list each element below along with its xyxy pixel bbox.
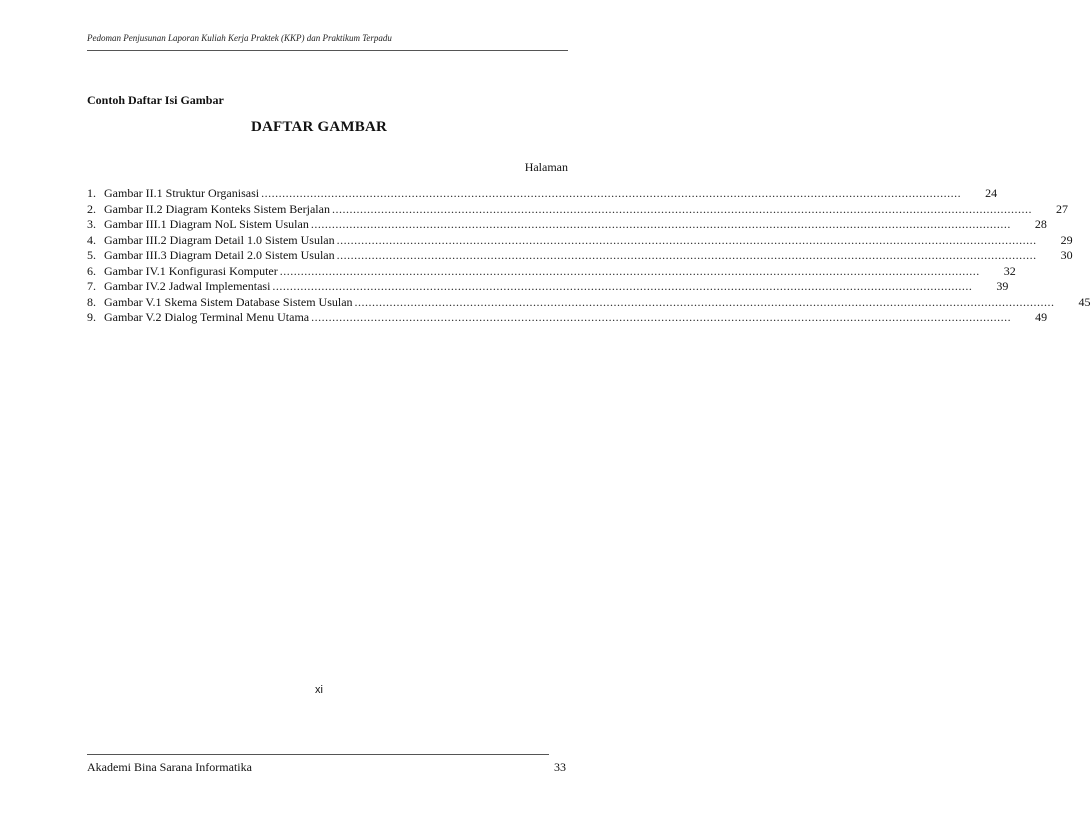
running-header: Pedoman Penjusunan Laporan Kuliah Kerja Praktek (KKP) dan Praktikum Terpadu xyxy=(87,33,392,43)
item-page: 49 xyxy=(1035,310,1048,324)
dot-leader: ........................................................................................................................................................................................................ xyxy=(354,294,1055,309)
item-page: 24 xyxy=(985,186,998,200)
dot-leader: ........................................................................................................................................................................................................ xyxy=(311,310,1012,324)
list-item xyxy=(87,186,998,202)
item-label: Gambar III.1 Diagram NoL Sistem Usulan xyxy=(104,217,309,231)
item-label: Gambar III.2 Diagram Detail 1.0 Sistem Usulan xyxy=(104,232,335,247)
item-label: Gambar II.1 Struktur Organisasi xyxy=(104,186,260,200)
item-number: 4. xyxy=(87,232,96,247)
item-number: 5. xyxy=(87,248,96,262)
item-label: Gambar II.2 Diagram Konteks Sistem Berjalan xyxy=(104,201,330,216)
list-item xyxy=(87,217,1047,233)
footer-institution: Akademi Bina Sarana Informatika xyxy=(87,760,252,774)
item-page: 32 xyxy=(1003,263,1016,278)
dot-leader: ........................................................................................................................................................................................................ xyxy=(261,186,962,200)
dot-leader: ........................................................................................................................................................................................................ xyxy=(331,201,1032,216)
item-number: 3. xyxy=(87,217,96,231)
item-page: 30 xyxy=(1060,248,1073,262)
dot-leader: ........................................................................................................................................................................................................ xyxy=(336,232,1037,247)
list-item xyxy=(87,310,1048,326)
item-label: Gambar V.2 Dialog Terminal Menu Utama xyxy=(104,310,310,324)
item-label: Gambar IV.2 Jadwal Implementasi xyxy=(104,279,271,293)
dot-leader: ........................................................................................................................................................................................................ xyxy=(279,263,980,278)
list-title: DAFTAR GAMBAR xyxy=(250,119,388,135)
header-divider xyxy=(87,50,568,51)
item-page: 27 xyxy=(1055,201,1068,216)
item-number: 8. xyxy=(87,294,96,309)
list-item xyxy=(87,201,1068,218)
item-number: 2. xyxy=(87,201,96,216)
item-page: 29 xyxy=(1060,232,1073,247)
figure-list xyxy=(87,186,1091,326)
item-number: 6. xyxy=(87,263,96,278)
item-number: 9. xyxy=(87,310,96,324)
item-label: Gambar III.3 Diagram Detail 2.0 Sistem Usulan xyxy=(104,248,335,262)
item-label: Gambar IV.1 Konfigurasi Komputer xyxy=(104,263,278,278)
footer-divider xyxy=(87,754,549,755)
item-label: Gambar V.1 Skema Sistem Database Sistem Usulan xyxy=(104,294,353,309)
item-page: 28 xyxy=(1034,217,1047,231)
item-page: 45 xyxy=(1078,294,1091,309)
footer-page-number: 33 xyxy=(554,760,566,774)
list-item xyxy=(87,279,1009,295)
dot-leader: ........................................................................................................................................................................................................ xyxy=(272,279,973,293)
dot-leader: ........................................................................................................................................................................................................ xyxy=(310,217,1011,231)
item-number: 7. xyxy=(87,279,96,293)
page-column-heading: Halaman xyxy=(524,160,568,174)
list-item xyxy=(87,294,1091,311)
item-page: 39 xyxy=(996,279,1009,293)
section-caption: Contoh Daftar Isi Gambar xyxy=(87,93,224,107)
item-number: 1. xyxy=(87,186,96,200)
dot-leader: ........................................................................................................................................................................................................ xyxy=(336,248,1037,262)
list-item xyxy=(87,263,1016,280)
roman-page-number: xi xyxy=(315,684,323,696)
list-item xyxy=(87,232,1073,249)
list-item xyxy=(87,248,1073,264)
